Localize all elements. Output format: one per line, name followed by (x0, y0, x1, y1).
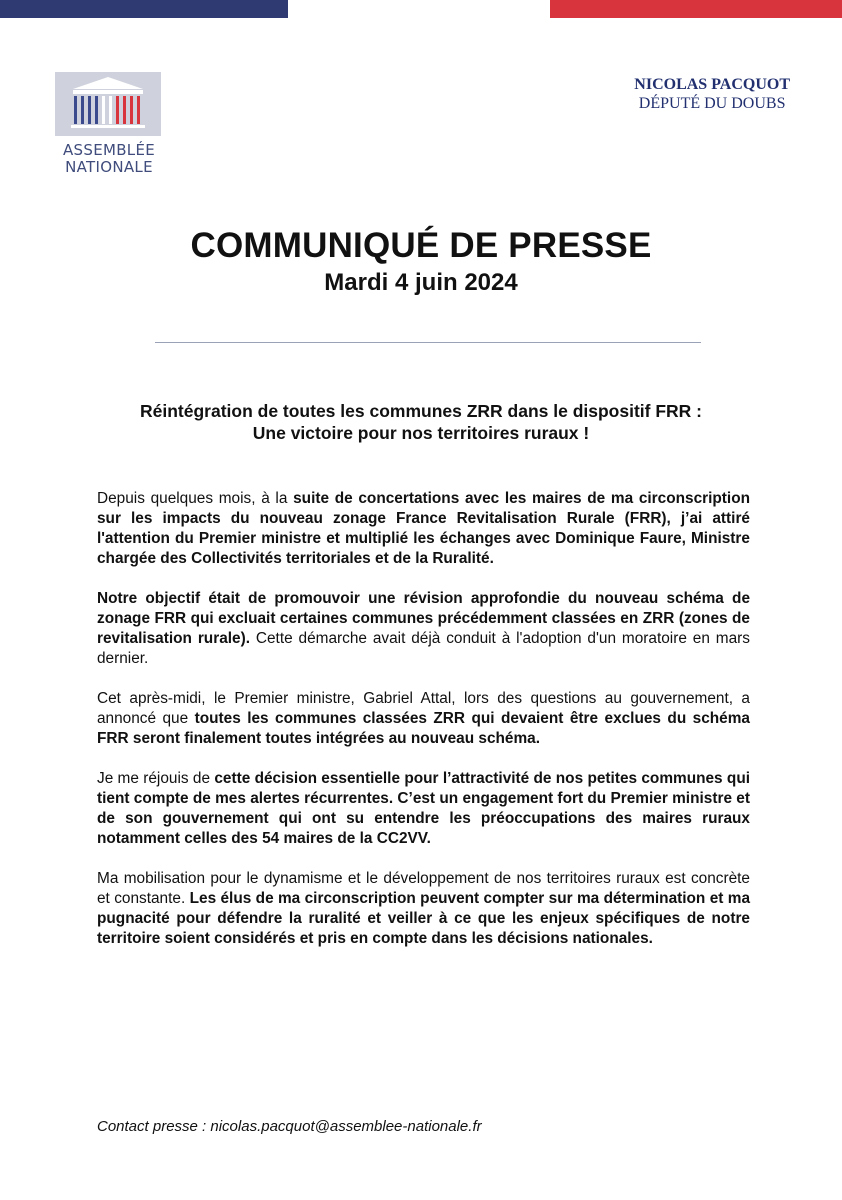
paragraph-1-bold: suite de concertations avec les maires de ma circonscription sur les impacts du nouveau zonage France Revitalisation Rurale (FRR), j’ai attiré l'attention du Premier ministre et multiplié les échanges avec Dominique Faure, Ministre chargée des Collectivités territoriales et de la Ruralité. (97, 490, 751, 567)
paragraph-4-regular: Je me réjouis de (97, 770, 215, 787)
page-title: COMMUNIQUÉ DE PRESSE (190, 226, 652, 265)
paragraph-2-regular: Cette démarche avait déjà conduit à l'adoption d'un moratoire en mars dernier. (97, 630, 750, 667)
headline-line-1: Réintégration de toutes les communes ZRR dans le dispositif FRR : (139, 401, 703, 421)
logo-line-1: ASSEMBLÉE (62, 141, 156, 159)
flag-bar-blue (0, 0, 288, 18)
press-contact: Contact presse : nicolas.pacquot@assemblee-nationale.fr (97, 1118, 482, 1135)
paragraph-2-bold: Notre objectif était de promouvoir une révision approfondie du nouveau schéma de zonage FRR qui excluait certaines communes précédemment classées en ZRR (zones de revitalisation rurale). (97, 590, 750, 647)
deputy-title: DÉPUTÉ DU DOUBS (638, 95, 786, 112)
paragraph-4 (97, 769, 750, 849)
headline-line-2: Une victoire pour nos territoires ruraux ! (252, 423, 590, 443)
deputy-block (634, 75, 790, 113)
paragraph-5 (97, 869, 750, 949)
paragraph-3 (97, 689, 750, 749)
paragraph-5-bold: Les élus de ma circonscription peuvent compter sur ma détermination et ma pugnacité pour défendre la ruralité et veiller à ce que les enjeux spécifiques de notre territoire soient considérés et pris en compte dans les décisions nationales. (97, 890, 750, 947)
logo-line-2: NATIONALE (65, 158, 153, 176)
paragraph-3-regular: Cet après-midi, le Premier ministre, Gabriel Attal, lors des questions au gouvernement, a annoncé que (97, 690, 750, 727)
paragraph-1 (97, 489, 750, 569)
flag-bar-red (550, 0, 842, 18)
body-text (97, 489, 750, 969)
assemblee-nationale-logo (55, 72, 163, 176)
paragraph-5-regular: Ma mobilisation pour le dynamisme et le développement de nos territoires ruraux est concrète et constante. (97, 870, 750, 907)
paragraph-1-regular: Depuis quelques mois, à la (97, 490, 294, 507)
paragraph-3-bold: toutes les communes classées ZRR qui devaient être exclues du schéma FRR seront finalement toutes intégrées au nouveau schéma. (97, 710, 750, 747)
paragraph-2 (97, 589, 750, 669)
deputy-name: NICOLAS PACQUOT (634, 76, 790, 93)
press-date: Mardi 4 juin 2024 (324, 269, 518, 296)
assemblee-nationale-palace-icon (55, 72, 161, 136)
divider (155, 342, 701, 343)
paragraph-4-bold: cette décision essentielle pour l’attractivité de nos petites communes qui tient compte de mes alertes récurrentes. C’est un engagement fort du Premier ministre et de son gouvernement qui ont su entendre les préoccupations des maires ruraux notamment celles des 54 maires de la CC2VV. (97, 770, 751, 847)
headline (80, 400, 762, 444)
